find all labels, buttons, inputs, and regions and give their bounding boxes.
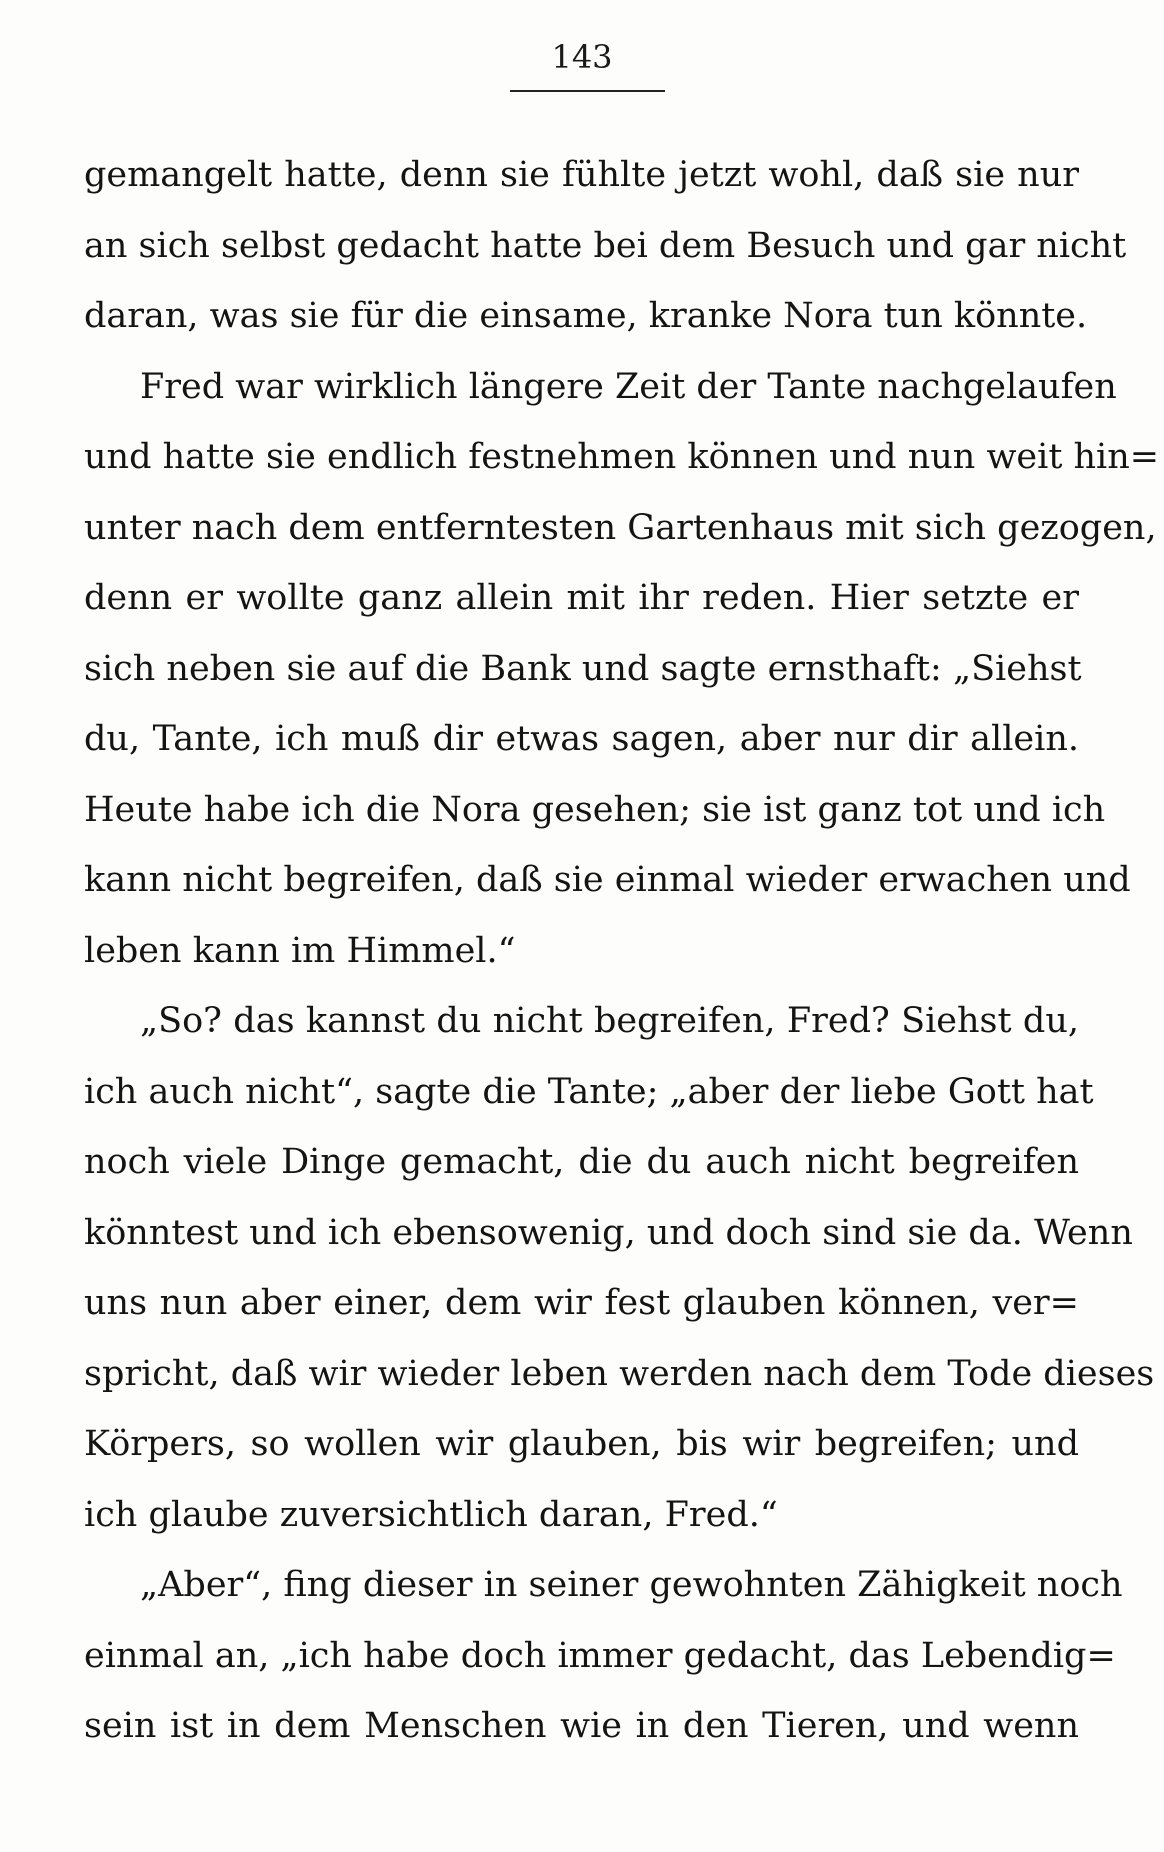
text-line: an sich selbst gedacht hatte bei dem Besuch und gar nicht bbox=[84, 225, 1127, 266]
text-line: und hatte sie endlich festnehmen können und nun weit hin= bbox=[84, 437, 1160, 477]
text-line: leben kann im Himmel.“ bbox=[84, 930, 516, 971]
text-line: „Aber“, fing dieser in seiner gewohnten Zähigkeit noch bbox=[140, 1565, 1123, 1605]
text-line: ich glaube zuversichtlich daran, Fred.“ bbox=[84, 1494, 778, 1535]
text-line: noch viele Dinge gemacht, die du auch nicht begreifen bbox=[84, 1142, 1079, 1182]
text-line: Heute habe ich die Nora gesehen; sie ist ganz tot und ich bbox=[84, 789, 1106, 830]
text-line: Fred war wirklich längere Zeit der Tante nachgelaufen bbox=[140, 366, 1117, 407]
text-line: Körpers, so wollen wir glauben, bis wir begreifen; und bbox=[84, 1424, 1079, 1464]
text-line: kann nicht begreifen, daß sie einmal wieder erwachen und bbox=[84, 860, 1131, 900]
text-line: daran, was sie für die einsame, kranke Nora tun könnte. bbox=[84, 296, 1088, 336]
text-line: ich auch nicht“, sagte die Tante; „aber der liebe Gott hat bbox=[84, 1071, 1094, 1112]
text-line: spricht, daß wir wieder leben werden nach dem Tode dieses bbox=[84, 1353, 1155, 1394]
text-line: denn er wollte ganz allein mit ihr reden. Hier setzte er bbox=[84, 578, 1079, 618]
body-text bbox=[84, 140, 1160, 1762]
text-line: sein ist in dem Menschen wie in den Tieren, und wenn bbox=[84, 1706, 1079, 1746]
page-number: 143 bbox=[551, 38, 613, 76]
text-line: sich neben sie auf die Bank und sagte ernsthaft: „Siehst bbox=[84, 648, 1082, 689]
text-line: uns nun aber einer, dem wir fest glauben können, ver= bbox=[84, 1283, 1079, 1323]
header-rule bbox=[510, 90, 665, 92]
text-line: du, Tante, ich muß dir etwas sagen, aber nur dir allein. bbox=[84, 719, 1079, 759]
text-line: „So? das kannst du nicht begreifen, Fred? Siehst du, bbox=[140, 1001, 1079, 1041]
text-line: einmal an, „ich habe doch immer gedacht, das Lebendig= bbox=[84, 1635, 1116, 1676]
text-line: könntest und ich ebensowenig, und doch sind sie da. Wenn bbox=[84, 1212, 1133, 1253]
text-line: unter nach dem entferntesten Gartenhaus mit sich gezogen, bbox=[84, 507, 1157, 548]
text-line: gemangelt hatte, denn sie fühlte jetzt wohl, daß sie nur bbox=[84, 155, 1079, 195]
